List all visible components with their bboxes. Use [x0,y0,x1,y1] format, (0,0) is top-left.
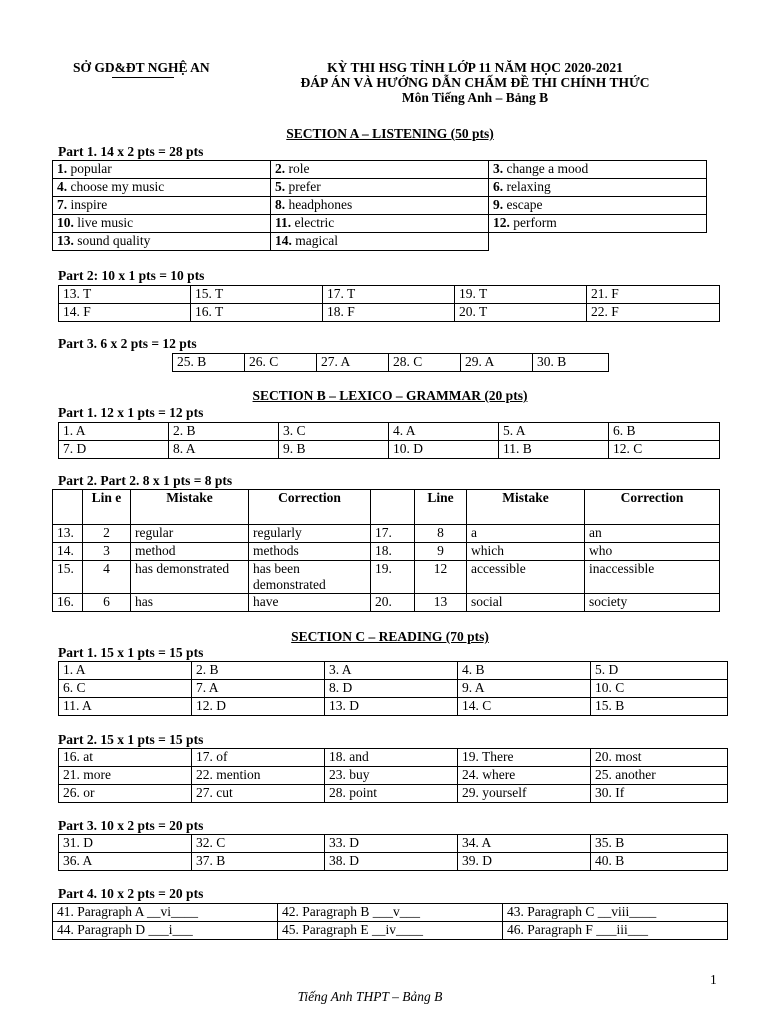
answer-cell: 39. D [458,853,591,871]
section-c-part1-title: Part 1. 15 x 1 pts = 15 pts [58,645,204,660]
answer-cell: 36. A [59,853,192,871]
answer-cell: 30. If [591,785,728,803]
table-cell: who [585,543,720,561]
grammar-part1-table [58,422,720,459]
answer-cell: 17. of [192,749,325,767]
question-number: 10. [57,215,74,230]
answer-cell: 15. T [191,286,323,304]
answer-cell: 38. D [325,853,458,871]
answer-cell: 25. B [173,354,245,372]
table-cell: 12 [415,561,467,594]
answer-cell: 44. Paragraph D ___i___ [53,922,278,940]
answer-cell: 26. or [59,785,192,803]
answer-cell: 9. A [458,680,591,698]
answer-cell: 7. A [192,680,325,698]
answer-cell: 18. F [323,304,455,322]
answer-cell: 4. A [389,423,499,441]
section-c-title: SECTION C – READING (70 pts) [291,629,489,644]
question-number: 6. [493,179,504,194]
answer-cell: 30. B [533,354,609,372]
table-header-row [53,490,720,525]
answer-cell: 6. C [59,680,192,698]
question-number: 9. [493,197,504,212]
column-header: Lin e [83,490,131,525]
reading-part4-table [52,903,728,940]
answer-cell: 14. F [59,304,191,322]
subject-title: Môn Tiếng Anh – Bảng B [401,90,549,105]
answer-cell: 2. B [169,423,279,441]
answer-cell: 19. There [458,749,591,767]
table-row [59,423,720,441]
column-header [371,490,415,525]
answer-cell: 4. B [458,662,591,680]
question-number: 13. [57,233,74,248]
table-row [53,904,728,922]
table-cell: accessible [467,561,585,594]
table-cell: method [131,543,249,561]
section-a-title: SECTION A – LISTENING (50 pts) [286,126,494,141]
answer-cell: 3. A [325,662,458,680]
table-cell: which [467,543,585,561]
answer-cell [53,215,271,233]
table-cell: 4 [83,561,131,594]
listening-part1-table [52,160,707,251]
table-cell: 2 [83,525,131,543]
section-b-part2-title: Part 2. Part 2. 8 x 1 pts = 8 pts [58,473,233,488]
question-number: 1. [57,161,68,176]
section-c-part2-title: Part 2. 15 x 1 pts = 15 pts [58,732,204,747]
answer-text: sound quality [77,233,151,248]
table-cell: methods [249,543,371,561]
table-cell: 18. [371,543,415,561]
table-cell: 16. [53,594,83,612]
table-cell: 20. [371,594,415,612]
answer-cell: 42. Paragraph B ___v___ [278,904,503,922]
table-cell: 6 [83,594,131,612]
section-a-part1-title: Part 1. 14 x 2 pts = 28 pts [58,144,204,159]
error-correction-table [52,489,720,612]
answer-cell [489,161,707,179]
answer-cell: 29. yourself [458,785,591,803]
answer-text: escape [506,197,543,212]
table-row [53,233,707,251]
answer-cell: 20. T [455,304,587,322]
answer-cell: 21. F [587,286,720,304]
answer-cell [53,179,271,197]
question-number: 8. [275,197,286,212]
table-cell: 14. [53,543,83,561]
column-header: Line [415,490,467,525]
answer-cell: 5. A [499,423,609,441]
answer-text: change a mood [506,161,589,176]
answer-cell: 35. B [591,835,728,853]
table-cell: 17. [371,525,415,543]
answer-cell: 13. D [325,698,458,716]
answer-cell [271,215,489,233]
answer-text: choose my music [70,179,165,194]
table-row [173,354,609,372]
table-row [59,662,728,680]
table-row [59,785,728,803]
answer-cell [271,233,489,251]
answer-cell: 27. cut [192,785,325,803]
answer-cell: 5. D [591,662,728,680]
answer-cell: 29. A [461,354,533,372]
answer-cell: 34. A [458,835,591,853]
answer-cell: 46. Paragraph F ___iii___ [503,922,728,940]
exam-title: KỲ THI HSG TỈNH LỚP 11 NĂM HỌC 2020-2021 [327,60,623,75]
section-c-part4-title: Part 4. 10 x 2 pts = 20 pts [58,886,204,901]
answer-cell: 27. A [317,354,389,372]
question-number: 14. [275,233,292,248]
answer-text: inspire [70,197,108,212]
table-row [53,594,720,612]
answer-cell: 2. B [192,662,325,680]
section-b-part1-title: Part 1. 12 x 1 pts = 12 pts [58,405,204,420]
table-cell: has demonstrated [131,561,249,594]
section-c-part3-title: Part 3. 10 x 2 pts = 20 pts [58,818,204,833]
table-row [59,441,720,459]
answer-cell [53,233,271,251]
answer-cell: 20. most [591,749,728,767]
answer-text: live music [77,215,134,230]
table-cell: 19. [371,561,415,594]
listening-part2-table [58,285,720,322]
table-cell: inaccessible [585,561,720,594]
reading-part1-table [58,661,728,716]
answer-cell: 21. more [59,767,192,785]
answer-text: perform [513,215,557,230]
table-row [59,749,728,767]
answer-text: role [288,161,310,176]
table-cell: an [585,525,720,543]
column-header: Correction [249,490,371,525]
question-number: 7. [57,197,68,212]
answer-cell: 8. D [325,680,458,698]
answer-cell: 22. F [587,304,720,322]
answer-cell: 3. C [279,423,389,441]
table-cell: a [467,525,585,543]
answer-cell [53,161,271,179]
answer-cell: 18. and [325,749,458,767]
answer-cell: 33. D [325,835,458,853]
answer-cell: 6. B [609,423,720,441]
answer-cell: 19. T [455,286,587,304]
answer-cell: 32. C [192,835,325,853]
table-cell: 9 [415,543,467,561]
answer-text: magical [295,233,338,248]
table-row [53,561,720,594]
answer-cell [489,215,707,233]
answer-cell: 24. where [458,767,591,785]
answer-cell: 31. D [59,835,192,853]
answer-cell [271,161,489,179]
table-row [59,680,728,698]
answer-cell: 11. A [59,698,192,716]
answer-cell: 41. Paragraph A __vi____ [53,904,278,922]
answer-cell [489,179,707,197]
table-row [59,767,728,785]
column-header: Mistake [131,490,249,525]
answer-cell: 7. D [59,441,169,459]
answer-cell: 1. A [59,662,192,680]
table-cell: have [249,594,371,612]
table-row [59,304,720,322]
answer-cell: 28. point [325,785,458,803]
answer-text: popular [70,161,112,176]
page-number: 1 [710,972,717,987]
listening-part3-table [172,353,609,372]
question-number: 2. [275,161,286,176]
answer-cell: 22. mention [192,767,325,785]
dept-name: SỞ GD&ĐT NGHỆ AN [73,60,210,75]
answer-key-title: ĐÁP ÁN VÀ HƯỚNG DẪN CHẤM ĐỀ THI CHÍNH THỨC [300,75,650,90]
table-row [59,853,728,871]
table-cell: 13. [53,525,83,543]
question-number: 4. [57,179,68,194]
table-row [53,179,707,197]
table-row [53,922,728,940]
answer-cell: 9. B [279,441,389,459]
footer-text: Tiếng Anh THPT – Bảng B [297,989,443,1004]
question-number: 5. [275,179,286,194]
answer-cell: 11. B [499,441,609,459]
answer-cell: 45. Paragraph E __iv____ [278,922,503,940]
answer-text: prefer [288,179,321,194]
table-row [59,286,720,304]
reading-part2-table [58,748,728,803]
answer-cell: 10. D [389,441,499,459]
answer-cell: 40. B [591,853,728,871]
answer-cell: 16. T [191,304,323,322]
section-a-part2-title: Part 2: 10 x 1 pts = 10 pts [58,268,205,283]
answer-cell: 1. A [59,423,169,441]
answer-cell [53,197,271,215]
question-number: 3. [493,161,504,176]
table-cell: regular [131,525,249,543]
answer-cell: 37. B [192,853,325,871]
table-cell: social [467,594,585,612]
answer-cell: 13. T [59,286,191,304]
table-row [53,543,720,561]
column-header [53,490,83,525]
table-cell: 15. [53,561,83,594]
answer-cell: 25. another [591,767,728,785]
column-header: Correction [585,490,720,525]
table-row [53,161,707,179]
answer-cell [271,197,489,215]
table-cell: society [585,594,720,612]
table-row [53,197,707,215]
answer-text: electric [294,215,335,230]
dept-underline [112,77,174,78]
section-a-part3-title: Part 3. 6 x 2 pts = 12 pts [58,336,197,351]
answer-cell: 26. C [245,354,317,372]
answer-text: relaxing [506,179,551,194]
table-cell: regularly [249,525,371,543]
answer-cell: 8. A [169,441,279,459]
table-row [53,215,707,233]
table-cell: 3 [83,543,131,561]
answer-cell: 28. C [389,354,461,372]
column-header: Mistake [467,490,585,525]
answer-cell: 12. D [192,698,325,716]
table-cell: 8 [415,525,467,543]
answer-cell: 16. at [59,749,192,767]
answer-cell: 12. C [609,441,720,459]
answer-cell: 23. buy [325,767,458,785]
answer-cell [489,197,707,215]
answer-cell: 15. B [591,698,728,716]
table-cell: has been demonstrated [249,561,371,594]
answer-cell: 17. T [323,286,455,304]
answer-cell [271,179,489,197]
answer-cell: 43. Paragraph C __viii____ [503,904,728,922]
answer-cell: 14. C [458,698,591,716]
answer-text: headphones [288,197,353,212]
question-number: 11. [275,215,292,230]
table-cell: 13 [415,594,467,612]
table-row [53,525,720,543]
question-number: 12. [493,215,510,230]
section-b-title: SECTION B – LEXICO – GRAMMAR (20 pts) [252,388,528,403]
table-row [59,835,728,853]
table-cell: has [131,594,249,612]
reading-part3-table [58,834,728,871]
table-row [59,698,728,716]
answer-cell: 10. C [591,680,728,698]
